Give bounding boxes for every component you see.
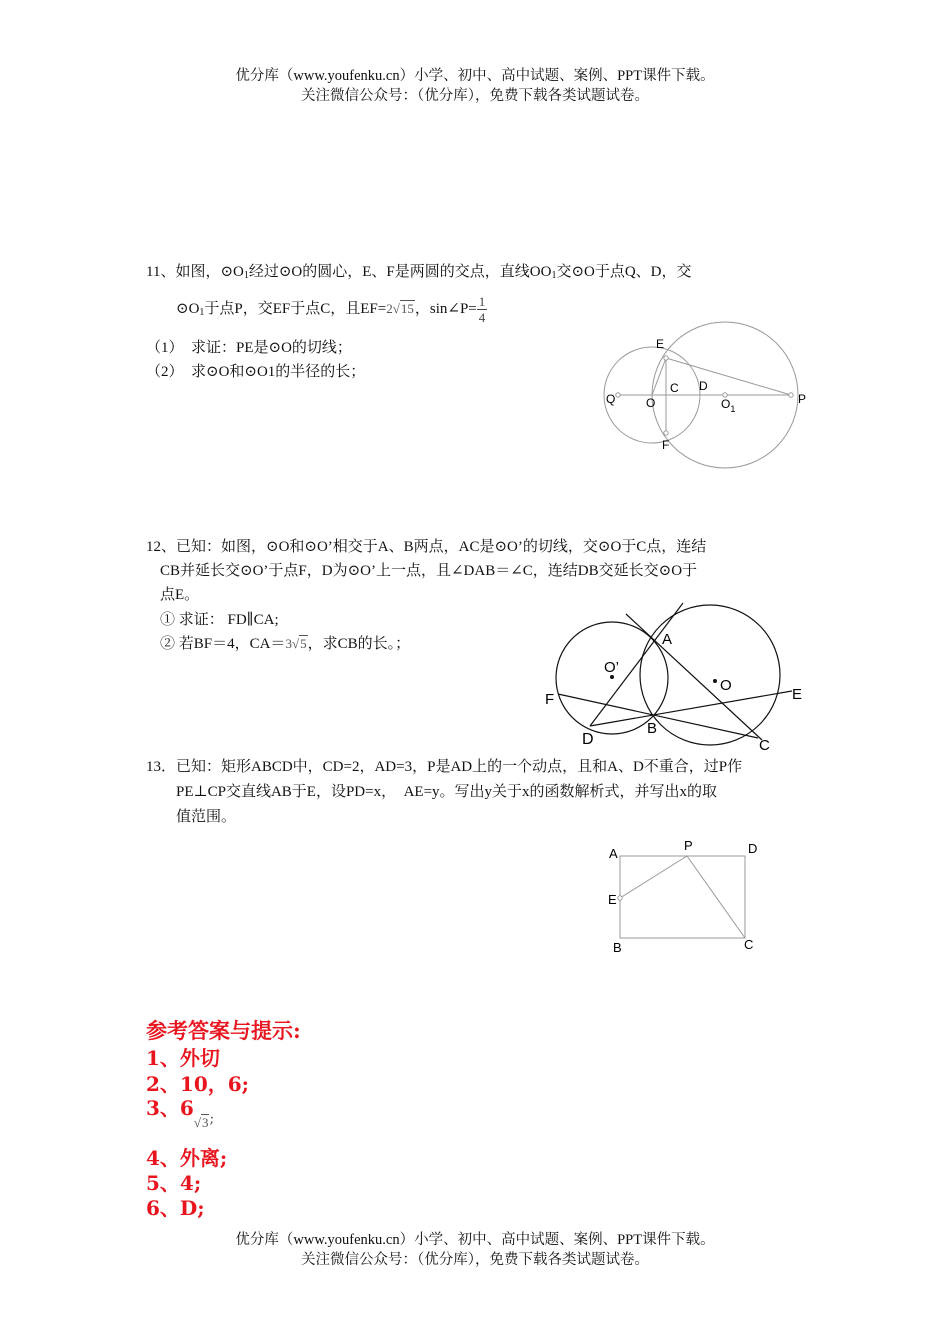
point-q [616,393,620,397]
label-b: B [647,720,658,737]
center-o [713,679,717,683]
point-p [789,393,793,397]
q11-part-1: （1） 求证：PE是⊙O的切线； [146,340,352,356]
line-pe [620,856,687,898]
q13-figure [605,840,765,955]
q11-line-2: $⊙O_1$于点P，交EF于点C，且EF=2√15，sin∠P= $\frac{1}{4}$ [176,294,486,325]
label-c: C [670,381,679,395]
header-line-1: 优分库（www.youfenku.cn）小学、初中、高中试题、案例、PPT课件下载。 [235,68,715,84]
page-footer [0,1230,950,1270]
q11-figure [602,330,812,475]
answer-4: 4、外离; [146,1146,228,1170]
label-c: C [759,737,770,754]
label-f: F [545,691,555,708]
q12-line-3: 点E。 [160,587,200,603]
point-f [664,431,668,435]
q13-line-1: 13．已知：矩形ABCD中，CD=2，AD=3，P是AD上的一个动点，且和A、D不重合，过P作 [146,759,743,775]
label-e: E [792,686,803,703]
footer-line-2: 关注微信公众号：（优分库），免费下载各类试题试卷。 [301,1252,649,1268]
sqrt-2-15: 2√15 [386,300,414,316]
label-b: B [613,940,622,955]
circle-o [640,605,780,745]
q11-line-1: 11、如图，$⊙O_1$经过⊙O的圆心，E、F是两圆的交点，直线$OO_1$交⊙O于点Q、D，交 [146,264,692,281]
line-pc [687,856,745,938]
answer-2: 2、10，6; [146,1072,250,1096]
label-e: E [656,337,665,351]
answers-title: 参考答案与提示: [146,1018,301,1043]
label-e: E [608,892,617,907]
label-p: P [684,838,693,853]
sqrt-3-5: 3√5 [285,636,307,651]
label-a: A [609,846,618,861]
line-de [590,691,792,726]
label-o1: $O_1$ [721,397,736,414]
label-d: D [699,379,708,393]
label-d: D [582,731,594,748]
fraction-one-quarter: $\frac{1}{4}$ [478,294,486,325]
label-a: A [662,631,673,648]
q11-part-2: （2） 求⊙O和⊙O1的半径的长； [146,364,366,380]
line-ep [666,358,791,395]
q13-line-3: 值范围。 [176,809,237,825]
label-f: F [662,438,670,452]
answer-6: 6、D; [146,1196,205,1220]
point-e [618,896,622,900]
label-d: D [748,841,758,856]
rect-abcd [620,856,745,938]
answer-3: 3、$6_{√3;}$ [146,1096,215,1130]
q12-figure [540,600,810,754]
answer-1: 1、外切 [146,1046,220,1070]
q12-line-2: CB并延长交⊙O’于点F，D为⊙O’上一点，且∠DAB＝∠C，连结DB交延长交⊙O于 [160,563,698,579]
point-e [664,356,668,360]
answer-5: 5、4; [146,1171,202,1195]
footer-line-1: 优分库（www.youfenku.cn）小学、初中、高中试题、案例、PPT课件下载。 [235,1232,715,1248]
q13-line-2: PE⊥CP交直线AB于E，设PD=x， AE=y。写出y关于x的函数解析式，并写出x的取 [176,784,718,800]
label-c: C [744,937,754,952]
q12-line-1: 12、已知：如图，⊙O和⊙O’相交于A、B两点，AC是⊙O’的切线，交⊙O于C点，连结 [146,539,707,555]
q12-line-4: ① 求证： FD∥CA; [160,612,279,628]
sqrt-3: √3 [193,1115,209,1130]
label-q: Q [606,392,616,406]
label-o-prime: O’ [604,659,619,676]
label-p: P [798,392,807,406]
header-line-2: 关注微信公众号：（优分库），免费下载各类试题试卷。 [301,88,649,104]
page-header [0,66,950,106]
label-o: O [720,677,732,694]
q12-line-5: ② 若BF＝4，CA＝3√5，求CB的长。； [160,636,411,652]
label-o: O [646,396,656,410]
